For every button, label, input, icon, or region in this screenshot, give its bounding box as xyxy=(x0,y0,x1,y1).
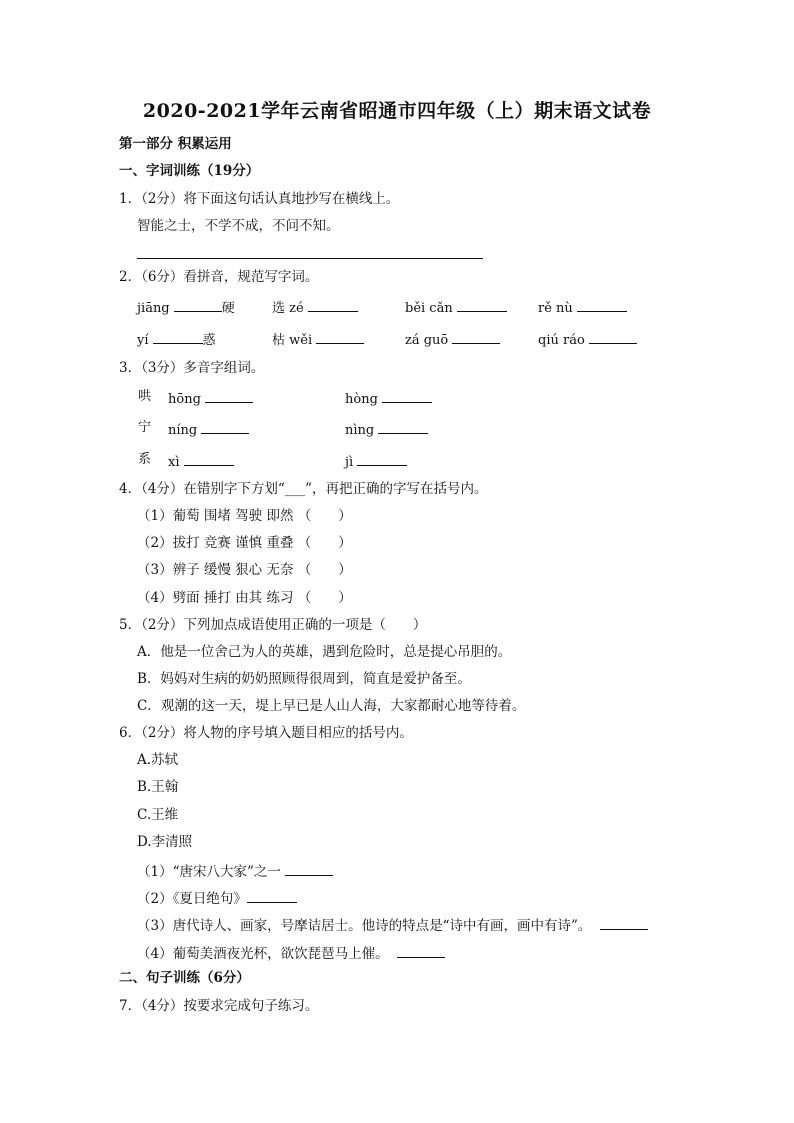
polyphone-char: 宁 xyxy=(138,420,152,435)
question-7-stem: 7．（4分）按要求完成句子练习。 xyxy=(119,998,319,1014)
answer-blank[interactable] xyxy=(589,329,637,344)
polyphone-item: xì xyxy=(168,451,234,472)
pinyin-item: rě nù xyxy=(538,297,627,318)
person-option: B.王翰 xyxy=(137,779,179,795)
question-2-stem: 2．（6分）看拼音，规范写字词。 xyxy=(119,269,319,285)
person-option: A.苏轼 xyxy=(137,752,179,768)
match-item: （4）葡萄美酒夜光杯，欲饮琵琶马上催。 xyxy=(137,943,445,963)
answer-blank[interactable] xyxy=(308,297,358,312)
polyphone-item: hòng xyxy=(345,388,432,409)
section-heading-1: 一、字词训练（19分） xyxy=(119,163,260,179)
answer-blank[interactable] xyxy=(205,388,253,403)
match-item: （1）“唐宋八大家”之一 xyxy=(137,861,333,881)
answer-blank[interactable] xyxy=(600,915,648,930)
answer-line[interactable] xyxy=(137,258,483,259)
question-1-sentence: 智能之士，不学不成，不问不知。 xyxy=(137,218,340,234)
question-6-stem: 6．（2分）将人物的序号填入题目相应的括号内。 xyxy=(119,725,413,741)
answer-blank[interactable] xyxy=(247,888,297,903)
answer-blank[interactable] xyxy=(457,297,507,312)
answer-blank[interactable] xyxy=(382,388,432,403)
question-3-stem: 3．（3分）多音字组词。 xyxy=(119,360,265,376)
typo-item: （2）拔打 竞赛 谨慎 重叠 （ ） xyxy=(137,535,352,551)
question-1-stem: 1．（2分）将下面这句话认真地抄写在横线上。 xyxy=(119,191,400,207)
pinyin-item: zá guō xyxy=(405,329,500,350)
polyphone-item: hōng xyxy=(168,388,253,409)
option-a: A．他是一位舍己为人的英雄，遇到危险时，总是提心吊胆的。 xyxy=(137,644,512,660)
answer-blank[interactable] xyxy=(357,451,407,466)
polyphone-item: jì xyxy=(345,451,407,472)
typo-item: （3）辨子 缓慢 狠心 无奈 （ ） xyxy=(137,562,352,578)
answer-blank[interactable] xyxy=(201,419,249,434)
typo-item: （1）葡萄 围堵 驾驶 即然 （ ） xyxy=(137,508,352,524)
option-b: B．妈妈对生病的奶奶照顾得很周到，简直是爱护备至。 xyxy=(137,671,471,687)
pinyin-item: běi cǎn xyxy=(405,297,507,318)
pinyin-item: jiāng 硬 xyxy=(137,297,235,318)
option-c: C．观潮的这一天，堤上早已是人山人海，大家都耐心地等待着。 xyxy=(137,698,526,714)
match-item: （3）唐代诗人、画家，号摩诘居士。他诗的特点是“诗中有画，画中有诗”。 xyxy=(137,915,648,935)
match-item: （2）《夏日绝句》 xyxy=(137,888,297,908)
answer-blank[interactable] xyxy=(577,297,627,312)
answer-blank[interactable] xyxy=(378,419,428,434)
answer-blank[interactable] xyxy=(285,861,333,876)
answer-blank[interactable] xyxy=(174,297,222,312)
pinyin-item: qiú ráo xyxy=(538,329,637,350)
exam-title: 2020-2021学年云南省昭通市四年级（上）期末语文试卷 xyxy=(142,100,652,122)
question-5-stem: 5．（2分）下列加点成语使用正确的一项是（ ） xyxy=(119,617,427,633)
polyphone-item: níng xyxy=(168,419,249,440)
section-heading-2: 二、句子训练（6分） xyxy=(119,970,250,986)
pinyin-item: yí 惑 xyxy=(137,329,216,350)
answer-blank[interactable] xyxy=(397,943,445,958)
person-option: D.李清照 xyxy=(137,834,193,850)
pinyin-item: 枯 wěi xyxy=(272,329,364,350)
answer-blank[interactable] xyxy=(452,329,500,344)
polyphone-item: nìng xyxy=(345,419,428,440)
answer-blank[interactable] xyxy=(316,329,364,344)
answer-blank[interactable] xyxy=(153,329,203,344)
question-4-stem: 4．（4分）在错别字下方划“___”，再把正确的字写在括号内。 xyxy=(119,481,488,497)
polyphone-char: 哄 xyxy=(138,389,152,404)
polyphone-char: 系 xyxy=(138,452,152,467)
part-heading: 第一部分 积累运用 xyxy=(119,136,232,152)
person-option: C.王维 xyxy=(137,807,179,823)
answer-blank[interactable] xyxy=(184,451,234,466)
typo-item: （4）劈面 捶打 由其 练习 （ ） xyxy=(137,590,352,606)
pinyin-item: 选 zé xyxy=(272,297,358,318)
